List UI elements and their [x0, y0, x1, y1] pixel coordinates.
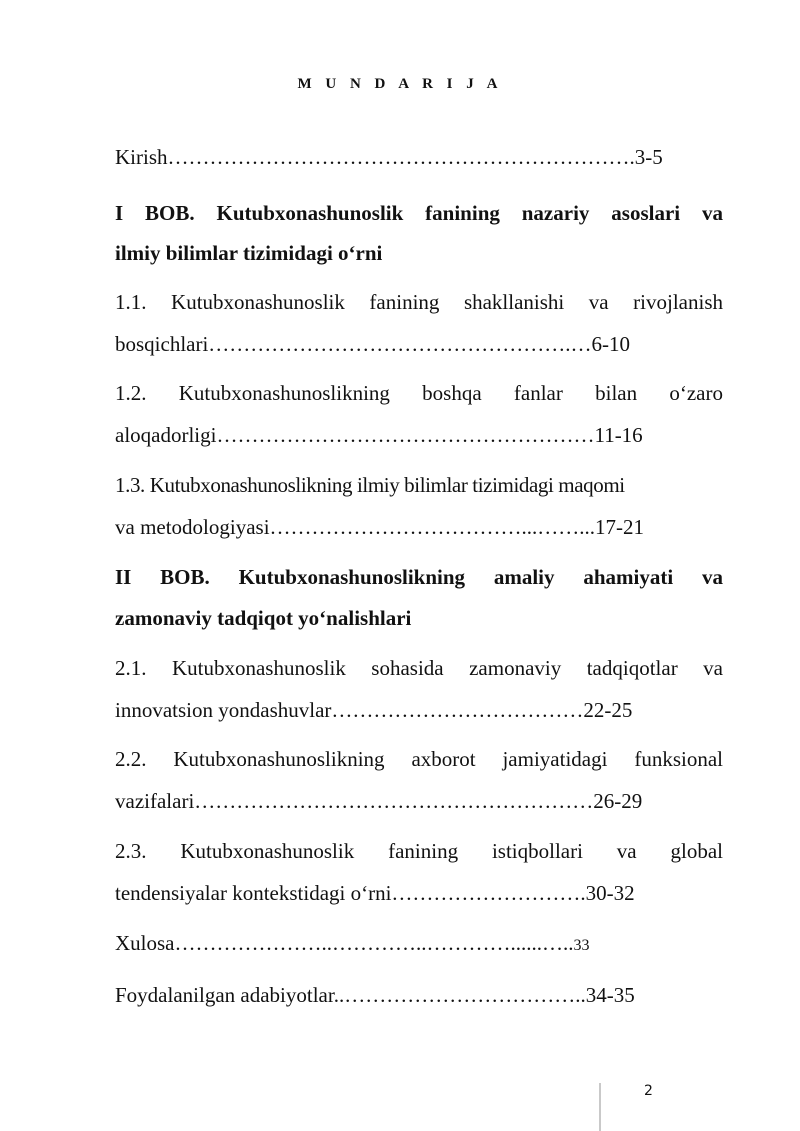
- page-number: 2: [644, 1083, 653, 1099]
- toc-entry-2-1-line-1: 2.1. Kutubxonashunoslik sohasida zamonaviy tadqiqotlar va: [115, 656, 723, 680]
- toc-entry-2-3-line-1: 2.3. Kutubxonashunoslik fanining istiqbollari va global: [115, 839, 723, 863]
- page-title: M U N D A R I J A: [297, 76, 503, 92]
- toc-entry-1-2-line-1: 1.2. Kutubxonashunoslikning boshqa fanlar bilan o‘zaro: [115, 381, 723, 405]
- footer-divider: [599, 1083, 601, 1131]
- toc-entry-2-2-line-1: 2.2. Kutubxonashunoslikning axborot jamiyatidagi funksional: [115, 747, 723, 771]
- toc-entry-adabiyotlar: Foydalanilgan adabiyotlar..……………………………..34-35: [115, 983, 635, 1007]
- toc-entry-xulosa-page: 33: [573, 937, 590, 954]
- toc-entry-kirish: Kirish………………………………………………………….3-5: [115, 145, 663, 169]
- toc-entry-1-1-line-2: bosqichlari…………………………………………….…6-10: [115, 332, 631, 356]
- toc-chapter-2-line-1: II BOB. Kutubxonashunoslikning amaliy ahamiyati va: [115, 565, 723, 589]
- toc-entry-xulosa: [115, 928, 590, 961]
- toc-chapter-1-line-2: ilmiy bilimlar tizimidagi o‘rni: [115, 241, 383, 265]
- toc-entry-2-1-line-2: innovatsion yondashuvlar………………………………22-25: [115, 698, 633, 722]
- toc-chapter-2-line-2: zamonaviy tadqiqot yo‘nalishlari: [115, 606, 412, 630]
- toc-entry-2-3-line-2: tendensiyalar kontekstidagi o‘rni……………………….30-32: [115, 881, 635, 905]
- toc-entry-1-3-line-2: va metodologiyasi………………………………...……...17-21: [115, 515, 645, 539]
- toc-entry-1-1-line-1: 1.1. Kutubxonashunoslik fanining shakllanishi va rivojlanish: [115, 290, 723, 314]
- toc-entry-xulosa-text: Xulosa…………………..…………..…………......…..: [115, 931, 574, 955]
- toc-entry-1-2-line-2: aloqadorligi………………………………………………11-16: [115, 423, 643, 447]
- toc-chapter-1-line-1: I BOB. Kutubxonashunoslik fanining nazariy asoslari va: [115, 201, 723, 225]
- toc-entry-2-2-line-2: vazifalari…………………………………………………26-29: [115, 789, 643, 813]
- toc-entry-1-3-line-1: 1.3. Kutubxonashunoslikning ilmiy bilimlar tizimidagi maqomi: [115, 473, 625, 497]
